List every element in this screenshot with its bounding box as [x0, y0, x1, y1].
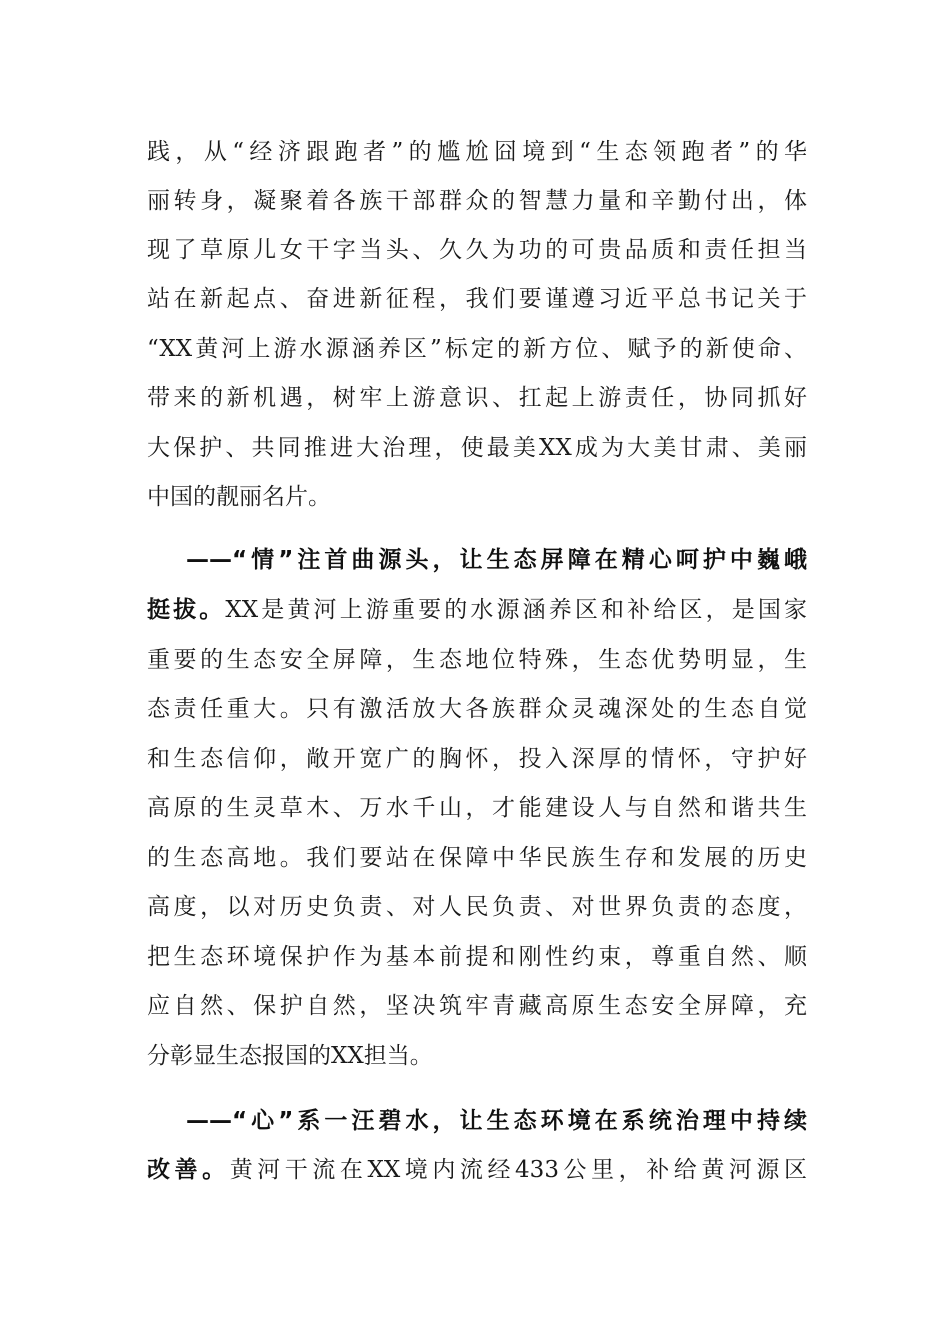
- paragraph-1-line-2: 丽转身，凝聚着各族干部群众的智慧力量和辛勤付出，体: [147, 188, 807, 214]
- paragraph-2-line-2: [147, 590, 807, 630]
- paragraph-2-line-7: 的生态高地。我们要站在保障中华民族生存和发展的历史: [147, 845, 807, 871]
- paragraph-1-line-6: 带来的新机遇，树牢上游意识、扛起上游责任，协同抓好: [147, 385, 807, 411]
- paragraph-2-heading: ——“情”注首曲源头，让生态屏障在精心呵护中巍峨: [186, 547, 807, 573]
- paragraph-1-line-8: 中国的靓丽名片。: [147, 484, 331, 510]
- paragraph-1-line-5: “XX黄河上游水源涵养区”标定的新方位、赋予的新使命、: [147, 336, 807, 362]
- paragraph-2-line-6: 高原的生灵草木、万水千山，才能建设人与自然和谐共生: [147, 795, 807, 821]
- paragraph-2-line-4: 态责任重大。只有激活放大各族群众灵魂深处的生态自觉: [147, 696, 807, 722]
- paragraph-1-line-3: 现了草原儿女干字当头、久久为功的可贵品质和责任担当: [147, 237, 807, 263]
- paragraph-2-line-5: 和生态信仰，敞开宽广的胸怀，投入深厚的情怀，守护好: [147, 746, 807, 772]
- paragraph-3-heading: ——“心”系一汪碧水，让生态环境在系统治理中持续: [186, 1108, 807, 1134]
- paragraph-1-line-7: 大保护、共同推进大治理，使最美XX成为大美甘肃、美丽: [147, 435, 807, 461]
- paragraph-3-line-2-text: 黄河干流在XX境内流经433公里，补给黄河源区: [229, 1157, 807, 1183]
- paragraph-2-line-2-text: XX是黄河上游重要的水源涵养区和补给区，是国家: [225, 597, 807, 623]
- paragraph-2-line-3: 重要的生态安全屏障，生态地位特殊，生态优势明显，生: [147, 647, 807, 673]
- paragraph-3-line-2: [147, 1150, 807, 1190]
- paragraph-2-heading-end: 挺拔。: [147, 597, 226, 623]
- paragraph-2-line-9: 把生态环境保护作为基本前提和刚性约束，尊重自然、顺: [147, 944, 807, 970]
- paragraph-1-line-4: 站在新起点、奋进新征程，我们要谨遵习近平总书记关于: [147, 286, 807, 312]
- paragraph-2-line-11: 分彰显生态报国的XX担当。: [147, 1043, 433, 1069]
- paragraph-1-line-1: 践，从“经济跟跑者”的尴尬囧境到“生态领跑者”的华: [147, 139, 807, 165]
- paragraph-3-heading-end: 改善。: [147, 1157, 230, 1183]
- paragraph-2-line-8: 高度，以对历史负责、对人民负责、对世界负责的态度，: [147, 894, 807, 920]
- paragraph-2-line-10: 应自然、保护自然，坚决筑牢青藏高原生态安全屏障，充: [147, 993, 807, 1019]
